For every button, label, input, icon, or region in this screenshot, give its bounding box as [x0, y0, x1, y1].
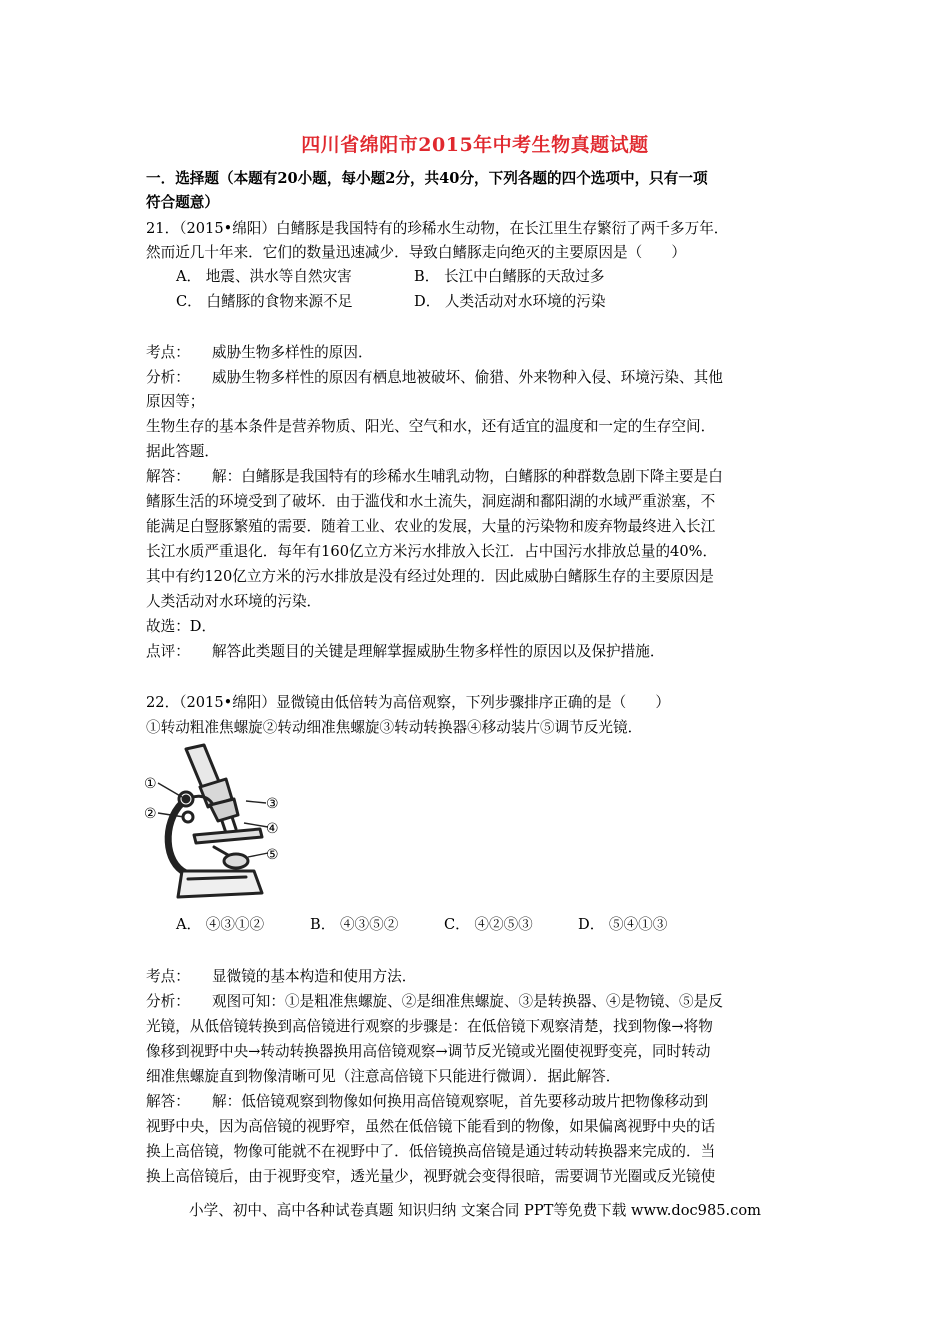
q22-jieda-line2: 视野中央，因为高倍镜的视野窄，虽然在低倍镜下能看到的物像，如果偏离视野中央的话: [146, 1118, 716, 1135]
q21-jieda-line4: 长江水质严重退化．每年有160亿立方米污水排放入长江．占中国污水排放总量的40%．: [146, 543, 718, 560]
q22-fenxi-label: 分析：: [146, 993, 190, 1010]
q21-stem-line1: 21．（2015•绵阳）白鳍豚是我国特有的珍稀水生动物，在长江里生存繁衍了两千多万年．: [146, 220, 729, 237]
q21-dianping-label: 点评：: [146, 643, 190, 660]
q22-jieda-line3: 换上高倍镜，物像可能就不在视野中了．低倍镜换高倍镜是通过转动转换器来完成的．当: [146, 1143, 716, 1160]
q22-kaodian-label: 考点：: [146, 968, 190, 985]
q21-fenxi-label: 分析：: [146, 369, 190, 386]
q22-jieda-line4: 换上高倍镜后，由于视野变窄，透光量少，视野就会变得很暗，需要调节光圈或反光镜使: [146, 1168, 716, 1185]
q22-stem-line1: 22．（2015•绵阳）显微镜由低倍转为高倍观察，下列步骤排序正确的是（ ）: [146, 694, 671, 711]
figure-label-3: ③: [266, 796, 279, 812]
q22-jieda-label: 解答：: [146, 1093, 190, 1110]
q22-fenxi-line4: 细准焦螺旋直到物像清晰可见（注意高倍镜下只能进行微调）．据此解答．: [146, 1068, 621, 1085]
q21-jieda-line5: 其中有约120亿立方米的污水排放是没有经过处理的．因此威胁白鳍豚生存的主要原因是: [146, 568, 714, 585]
q22-jieda-line1: 解：低倍镜观察到物像如何换用高倍镜观察呢，首先要移动玻片把物像移动到: [212, 1093, 709, 1110]
q22-fenxi-line1: 观图可知：①是粗准焦螺旋、②是细准焦螺旋、③是转换器、④是物镜、⑤是反: [212, 993, 723, 1010]
q21-stem-line2: 然而近几十年来．它们的数量迅速减少．导致白鳍豚走向绝灭的主要原因是（ ）: [146, 244, 686, 261]
q21-fenxi-line3: 生物生存的基本条件是营养物质、阳光、空气和水，还有适宜的温度和一定的生存空间．: [146, 418, 716, 435]
q22-fenxi-line2: 光镜，从低倍镜转换到高倍镜进行观察的步骤是：在低倍镜下观察清楚，找到物像→将物: [146, 1018, 713, 1035]
q21-fenxi: [146, 371, 723, 386]
q21-fenxi-line2: 原因等；: [146, 393, 205, 410]
q22-option-b: B． ④③⑤②: [310, 916, 399, 933]
q21-kaodian: [146, 346, 373, 361]
q21-fenxi-line1: 威胁生物多样性的原因有栖息地被破坏、偷猎、外来物种入侵、环境污染、其他: [212, 369, 723, 386]
q21-fenxi-line4: 据此答题．: [146, 443, 219, 460]
q21-jieda-line3: 能满足白豎豚繁殖的需要．随着工业、农业的发展，大量的污染物和废弃物最终进入长江: [146, 518, 716, 535]
q22-option-c: C． ④②⑤③: [444, 916, 533, 933]
q22-kaodian-text: 显微镜的基本构造和使用方法．: [212, 968, 417, 985]
q21-kaodian-label: 考点：: [146, 344, 190, 361]
q21-jieda-label: 解答：: [146, 468, 190, 485]
microscope-figure: [142, 743, 282, 903]
q22-stem-line2: ①转动粗准焦螺旋②转动细准焦螺旋③转动转换器④移动装片⑤调节反光镜．: [146, 719, 643, 736]
figure-label-4: ④: [266, 821, 279, 837]
figure-label-2: ②: [144, 806, 157, 822]
page-footer: 小学、初中、高中各种试卷真题 知识归纳 文案合同 PPT等免费下载 www.doc985.com: [189, 1202, 761, 1219]
q21-options-row1: [176, 270, 605, 285]
q21-dianping: [146, 645, 664, 660]
q22-fenxi-line3: 像移到视野中央→转动转换器换用高倍镜观察→调节反光镜或光圈使视野变亮，同时转动: [146, 1043, 711, 1060]
q22-fenxi: [146, 995, 723, 1010]
q21-options-row2: [176, 295, 605, 310]
q22-option-a: A． ④③①②: [176, 916, 265, 933]
q21-option-a: A． 地震、洪水等自然灾害: [176, 268, 352, 285]
q22-kaodian: [146, 970, 416, 985]
section-heading-line2: 符合题意）: [146, 194, 219, 211]
figure-label-1: ①: [144, 776, 157, 792]
page-title: 四川省绵阳市2015年中考生物真题试题: [301, 134, 649, 156]
q21-kaodian-text: 威胁生物多样性的原因．: [212, 344, 373, 361]
q21-jieda-line1: 解：白鳍豚是我国特有的珍稀水生哺乳动物，白鳍豚的种群数急剧下降主要是白: [212, 468, 723, 485]
q21-option-c: C． 白鳍豚的食物来源不足: [176, 293, 353, 310]
q21-answer: 故选：D．: [146, 618, 217, 635]
q22-jieda: [146, 1095, 708, 1110]
q21-jieda: [146, 470, 723, 485]
q21-jieda-line6: 人类活动对水环境的污染．: [146, 593, 322, 610]
q21-option-d: D． 人类活动对水环境的污染: [414, 293, 606, 310]
q21-jieda-line2: 鳍豚生活的环境受到了破坏．由于滥伐和水土流失，洞庭湖和鄱阳湖的水域严重淤塞，不: [146, 493, 716, 510]
q21-dianping-text: 解答此类题目的关键是理解掌握威胁生物多样性的原因以及保护措施．: [212, 643, 665, 660]
q22-option-d: D． ⑤④①③: [578, 916, 668, 933]
q21-option-b: B． 长江中白鳍豚的天敌过多: [414, 268, 605, 285]
figure-label-5: ⑤: [266, 847, 279, 863]
q22-options-row: [176, 918, 667, 933]
section-heading-line1: 一．选择题（本题有20小题，每小题2分，共40分，下列各题的四个选项中，只有一项: [146, 170, 708, 187]
